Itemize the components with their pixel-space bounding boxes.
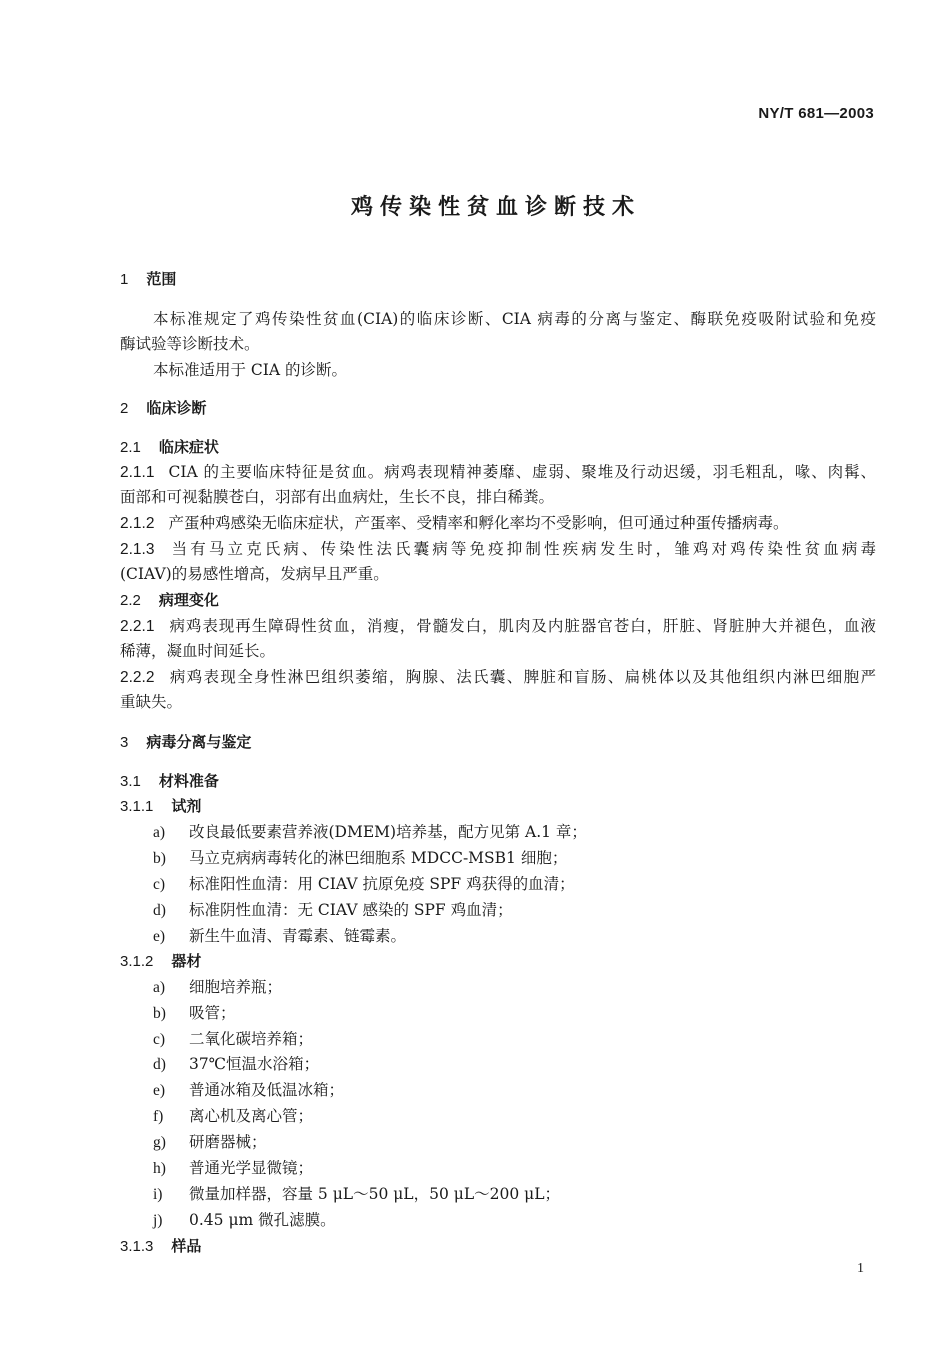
clause-text: 当有马立克氏病、传染性法氏囊病等免疫抑制性疾病发生时，雏鸡对鸡传染性贫血病毒 (168, 540, 876, 558)
list-text: 改良最低要素营养液(DMEM)培养基，配方见第 A.1 章； (189, 823, 587, 841)
list-item (153, 821, 587, 844)
list-text: 37℃恒温水浴箱； (189, 1055, 320, 1073)
document-title: 鸡传染性贫血诊断技术 (350, 195, 641, 220)
page-number: 1 (857, 1261, 864, 1276)
clause-text: CIA 的主要临床特征是贫血。病鸡表现精神萎靡、虚弱、聚堆及行动迟缓，羽毛粗乱，喙、肉髯、 (168, 463, 876, 481)
paragraph-line: 本标准规定了鸡传染性贫血(CIA)的临床诊断、CIA 病毒的分离与鉴定、酶联免疫吸附试验和免疫 (153, 310, 876, 328)
section-3-1-1-heading (120, 795, 201, 818)
list-item (153, 873, 575, 896)
list-marker: i) (153, 1186, 163, 1203)
list-marker: j) (153, 1212, 163, 1229)
clause-2-1-1 (120, 461, 876, 484)
section-number: 3.1.3 (120, 1238, 154, 1255)
list-item (153, 1053, 319, 1076)
list-text: 研磨器械； (189, 1133, 267, 1151)
section-1-heading (120, 268, 176, 291)
clause-number: 2.1.3 (120, 541, 155, 558)
list-item (153, 1209, 336, 1232)
clause-2-2-1 (120, 615, 876, 638)
list-item (153, 925, 406, 948)
list-marker: e) (153, 1082, 166, 1099)
section-title: 材料准备 (158, 772, 219, 790)
list-marker: c) (153, 876, 166, 893)
list-marker: d) (153, 902, 166, 919)
list-item (153, 1105, 313, 1128)
clause-text: 产蛋种鸡感染无临床症状，产蛋率、受精率和孵化率均不受影响，但可通过种蛋传播病毒。 (168, 514, 789, 532)
clause-number: 2.2.1 (120, 618, 155, 635)
list-marker: b) (153, 850, 166, 867)
section-number: 2.1 (120, 439, 141, 456)
section-2-2-heading (120, 589, 219, 612)
list-marker: b) (153, 1005, 166, 1022)
list-item (153, 1157, 313, 1180)
section-3-heading (120, 731, 251, 754)
list-marker: d) (153, 1056, 166, 1073)
paragraph-line: 酶试验等诊断技术。 (120, 335, 260, 353)
list-marker: g) (153, 1134, 166, 1151)
section-title: 病毒分离与鉴定 (146, 733, 252, 751)
clause-2-2-2 (120, 666, 876, 689)
list-item (153, 1079, 344, 1102)
clause-number: 2.1.1 (120, 464, 155, 481)
list-text: 细胞培养瓶； (189, 978, 283, 996)
list-item (153, 1131, 267, 1154)
list-text: 普通冰箱及低温冰箱； (189, 1081, 345, 1099)
list-item (153, 976, 282, 999)
list-text: 吸管； (189, 1004, 236, 1022)
section-number: 3.1.2 (120, 953, 154, 970)
list-marker: e) (153, 928, 166, 945)
list-text: 0.45 μm 微孔滤膜。 (189, 1211, 336, 1229)
list-item (153, 1028, 313, 1051)
list-item (153, 899, 513, 922)
section-number: 1 (120, 271, 129, 288)
section-title: 样品 (171, 1237, 202, 1255)
list-text: 标准阳性血清：用 CIAV 抗原免疫 SPF 鸡获得的血清； (189, 875, 575, 893)
list-item (153, 1002, 236, 1025)
paragraph-line: (CIAV)的易感性增高，发病早且严重。 (120, 565, 389, 583)
list-text: 普通光学显微镜； (189, 1159, 314, 1177)
section-2-1-heading (120, 436, 219, 459)
list-text: 标准阴性血清：无 CIAV 感染的 SPF 鸡血清； (189, 901, 513, 919)
section-3-1-heading (120, 770, 219, 793)
list-text: 新生牛血清、青霉素、链霉素。 (189, 927, 407, 945)
paragraph-line: 重缺失。 (120, 693, 183, 711)
clause-2-1-2 (120, 512, 789, 535)
clause-text: 病鸡表现全身性淋巴组织萎缩，胸腺、法氏囊、脾脏和盲肠、扁桃体以及其他组织内淋巴细胞严 (168, 668, 876, 686)
clause-number: 2.1.2 (120, 515, 155, 532)
clause-2-1-3 (120, 538, 876, 561)
list-marker: a) (153, 979, 166, 996)
section-title: 器材 (171, 952, 202, 970)
standard-code: NY/T 681—2003 (758, 105, 874, 122)
clause-number: 2.2.2 (120, 669, 155, 686)
list-text: 微量加样器，容量 5 μL～50 μL，50 μL～200 μL； (189, 1185, 560, 1203)
section-3-1-2-heading (120, 950, 201, 973)
list-marker: a) (153, 824, 166, 841)
paragraph-line: 面部和可视黏膜苍白，羽部有出血病灶，生长不良，排白稀粪。 (120, 488, 555, 506)
section-title: 试剂 (171, 797, 202, 815)
section-title: 临床症状 (158, 438, 219, 456)
list-text: 二氧化碳培养箱； (189, 1030, 314, 1048)
section-title: 临床诊断 (146, 399, 207, 417)
list-marker: f) (153, 1108, 164, 1125)
list-text: 马立克病病毒转化的淋巴细胞系 MDCC-MSB1 细胞； (189, 849, 568, 867)
section-title: 范围 (146, 270, 177, 288)
section-number: 2 (120, 400, 129, 417)
section-number: 3.1 (120, 773, 141, 790)
section-number: 3 (120, 734, 129, 751)
paragraph-line: 本标准适用于 CIA 的诊断。 (153, 361, 348, 379)
section-3-1-3-heading (120, 1235, 201, 1258)
section-number: 3.1.1 (120, 798, 154, 815)
list-item (153, 1183, 560, 1206)
list-marker: c) (153, 1031, 166, 1048)
section-title: 病理变化 (158, 591, 219, 609)
section-2-heading (120, 397, 206, 420)
section-number: 2.2 (120, 592, 141, 609)
clause-text: 病鸡表现再生障碍性贫血，消瘦，骨髓发白，肌肉及内脏器官苍白，肝脏、肾脏肿大并褪色，血液 (168, 617, 876, 635)
list-item (153, 847, 567, 870)
paragraph-line: 稀薄，凝血时间延长。 (120, 642, 276, 660)
list-text: 离心机及离心管； (189, 1107, 314, 1125)
list-marker: h) (153, 1160, 166, 1177)
